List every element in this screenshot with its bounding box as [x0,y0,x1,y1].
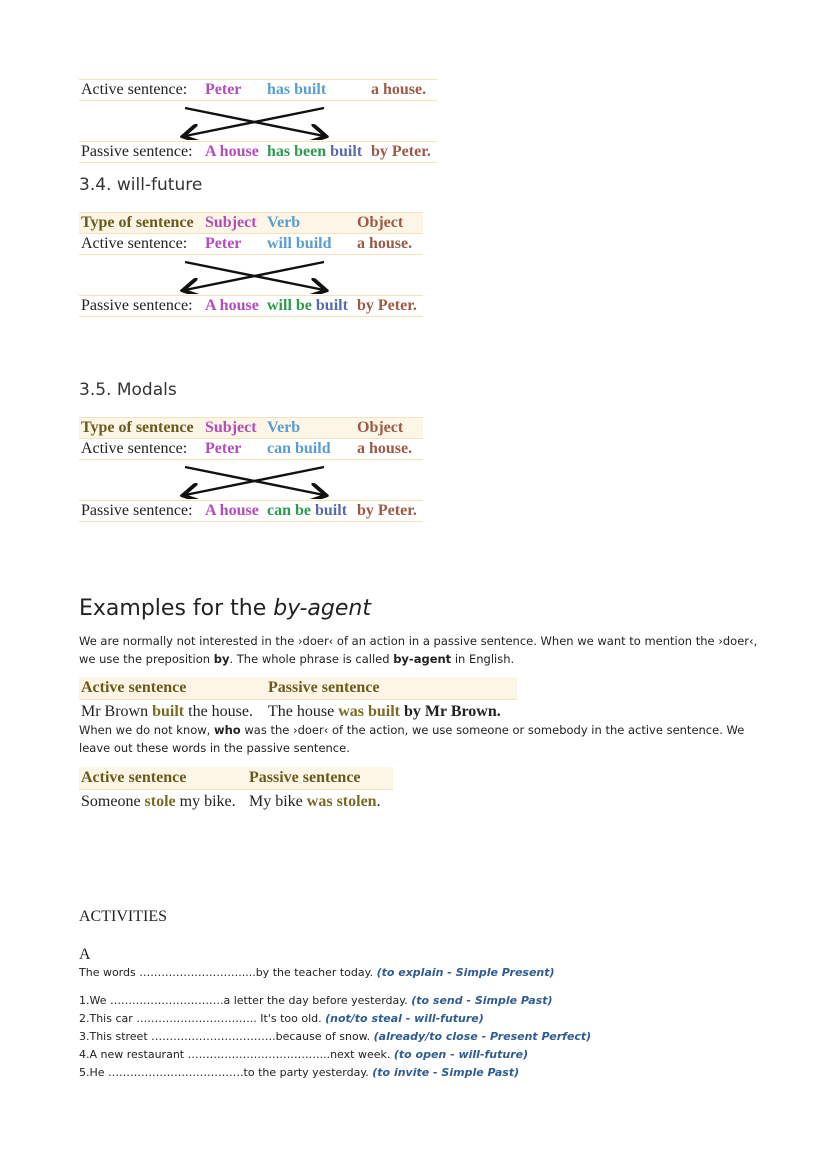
ex-text: . [376,793,381,810]
activities-title: ACTIVITIES [79,908,167,925]
activity-text: 2.This car …………………………... It's too old. [79,1012,326,1025]
active-object: a house. [355,234,423,255]
paragraph-unknown-doer [79,721,759,757]
ex-text: the house. [184,703,253,720]
activity-item-4 [79,1048,528,1061]
active-object: a house. [369,80,437,101]
para-bold: by [213,652,230,666]
active-object: a house. [355,439,423,460]
active-subject: Peter [203,80,265,101]
passive-aux: can be [267,502,311,519]
passive-verb [265,296,355,317]
passive-agent: by Peter. [355,501,423,522]
passive-aux: will be [267,297,312,314]
para-bold: who [214,723,241,737]
header-subject: Subject [203,213,265,234]
passive-verb [265,142,369,163]
active-verb: can build [265,439,355,460]
header-verb: Verb [265,213,355,234]
active-label: Active sentence: [79,80,203,101]
activity-example [79,966,555,979]
para-text: was the ›doer‹ of the action, we use someone or somebody in the active sentence. We leave out these words in the passive sentence. [79,723,745,755]
activity-hint: (to explain - Simple Present) [376,966,555,979]
heading-examples [79,596,371,621]
activity-text: 3.This street …………………………….because of snow. [79,1030,374,1043]
ex-verb: was stolen [306,793,377,810]
activity-item-1 [79,994,553,1007]
activity-hint: (to open - will-future) [393,1048,529,1061]
activity-text: 1.We ………………………….a letter the day before yesterday. [79,994,412,1007]
activity-text: 4.A new restaurant ………………………………...next week. [79,1048,394,1061]
header-subject: Subject [203,418,265,439]
passive-agent: by Peter. [369,142,437,163]
activity-hint: (not/to steal - will-future) [325,1012,484,1025]
activity-text: The words ……………………….....by the teacher today. [79,966,377,979]
active-subject: Peter [203,439,265,460]
active-label: Active sentence: [79,234,203,255]
para-text: When we do not know, [79,723,214,737]
para-text: in English. [451,652,515,666]
header-type: Type of sentence [79,418,203,439]
ex-text: Someone [81,793,145,810]
example-table-someone [79,767,393,814]
example-passive [247,790,393,815]
ex-verb: was built [338,703,400,720]
ex-text: The house [268,703,339,720]
activity-hint: (already/to close - Present Perfect) [373,1030,592,1043]
activity-hint: (to invite - Simple Past) [372,1066,520,1079]
example-table-by-agent [79,677,517,724]
heading-examples-italic: by-agent [273,596,371,621]
ex-text: my bike. [175,793,236,810]
ex-verb: built [152,703,185,720]
passive-subject: A house [203,142,265,163]
header-passive: Passive sentence [266,677,517,700]
heading-examples-text: Examples for the [79,596,274,621]
passive-aux: has been [267,143,327,160]
active-verb: has built [265,80,369,101]
ex-verb: stole [144,793,176,810]
header-active: Active sentence [79,767,247,790]
passive-participle: built [315,502,348,519]
passive-label: Passive sentence: [79,296,203,317]
paragraph-by-agent [79,632,759,668]
cross-arrows-icon [180,258,330,294]
para-text: . The whole phrase is called [229,652,394,666]
passive-subject: A house [203,296,265,317]
active-subject: Peter [203,234,265,255]
header-object: Object [355,213,423,234]
para-text: We are normally not interested in the ›doer‹ of an action in a passive sentence. When we want to mention the ›doer‹, we use the preposition [79,634,758,666]
header-type: Type of sentence [79,213,203,234]
passive-label: Passive sentence: [79,142,203,163]
passive-participle: built [330,143,363,160]
ex-text: My bike [249,793,307,810]
cross-arrows-icon [180,104,330,140]
passive-label: Passive sentence: [79,501,203,522]
header-passive: Passive sentence [247,767,393,790]
passive-participle: built [315,297,348,314]
heading-modals: 3.5. Modals [79,380,177,400]
active-verb: will build [265,234,355,255]
passive-subject: A house [203,501,265,522]
activity-item-3 [79,1030,591,1043]
heading-will-future: 3.4. will-future [79,175,203,195]
header-verb: Verb [265,418,355,439]
activity-item-5 [79,1066,519,1079]
ex-text: Mr Brown [81,703,153,720]
cross-arrows-icon [180,463,330,499]
header-active: Active sentence [79,677,266,700]
ex-agent: by Mr Brown. [400,703,501,720]
para-bold: by-agent [393,652,452,666]
passive-agent: by Peter. [355,296,423,317]
header-object: Object [355,418,423,439]
activity-hint: (to send - Simple Past) [411,994,553,1007]
activity-item-2 [79,1012,484,1025]
passive-verb [265,501,355,522]
active-label: Active sentence: [79,439,203,460]
activities-section-a: A [79,946,91,963]
activity-text: 5.He ……………………………….to the party yesterday. [79,1066,373,1079]
example-active [79,790,247,815]
